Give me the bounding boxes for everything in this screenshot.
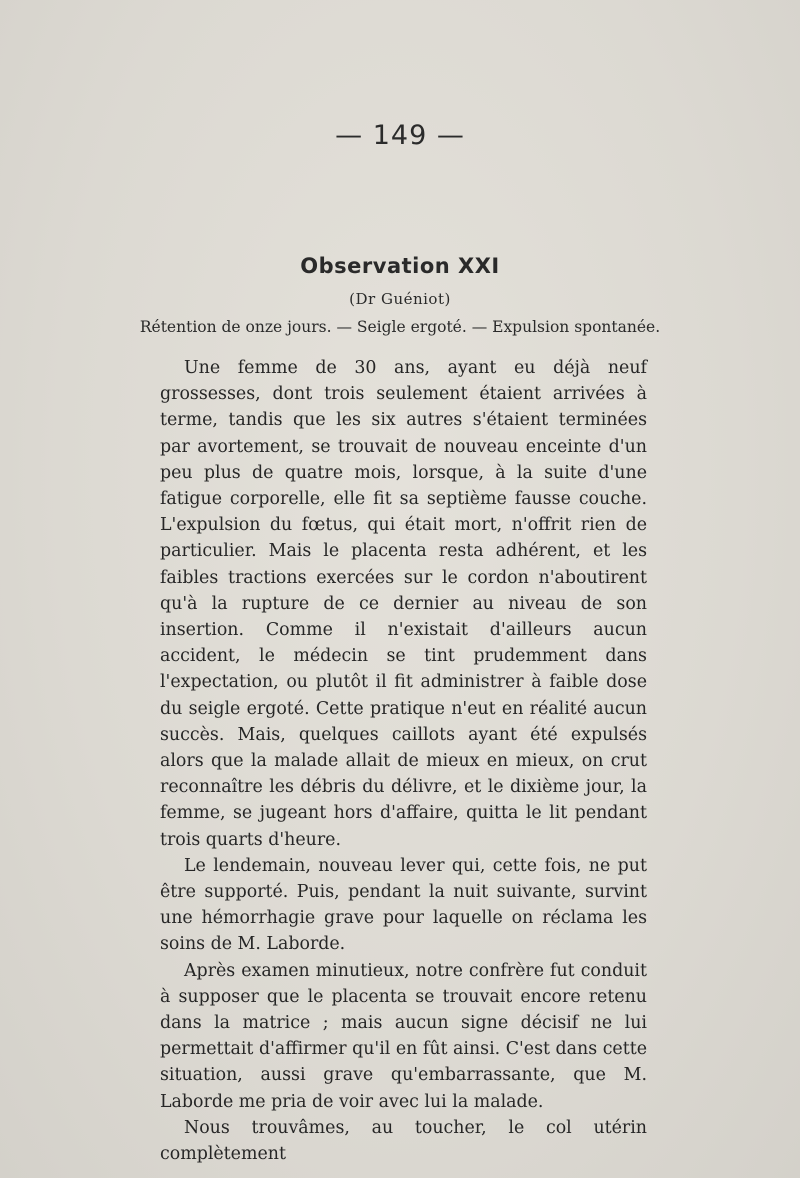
paragraph: Une femme de 30 ans, ayant eu déjà neuf grossesses, dont trois seulement étaient arrivées à terme, tandis que les six autres s'étaient terminées par avortement, se trouvait de nouveau enceinte d'un peu plus de quatre mois, lorsque, à la suite d'une fatigue corporelle, elle fit sa septième fausse couche. L'expulsion du fœtus, qui était mort, n'offrit rien de particulier. Mais le placenta resta adhérent, et les faibles tractions exercées sur le cordon n'aboutirent qu'à la rupture de ce dernier au niveau de son insertion. Comme il n'existait d'ailleurs aucun accident, le médecin se tint prudemment dans l'expectation, ou plutôt il fit administrer à faible dose du seigle ergoté. Cette pratique n'eut en réalité aucun succès. Mais, quelques caillots ayant été expulsés alors que la malade allait de mieux en mieux, on crut reconnaître les débris du délivre, et le dixième jour, la femme, se jugeant hors d'affaire, quitta le lit pendant trois quarts d'heure. <box>160 358 647 850</box>
paragraph: Le lendemain, nouveau lever qui, cette fois, ne put être supporté. Puis, pendant la nuit suivante, survint une hémorrhagie grave pour laquelle on réclama les soins de M. Laborde. <box>160 855 647 955</box>
paragraph: Après examen minutieux, notre confrère fut conduit à supposer que le placenta se trouvait encore retenu dans la matrice ; mais aucun signe décisif ne lui permettait d'affirmer qu'il en fût ainsi. C'est dans cette situation, aussi grave qu'embarrassante, que M. Laborde me pria de voir avec lui la malade. <box>160 960 647 1112</box>
observation-author: (Dr Guéniot) <box>349 290 451 308</box>
body-text <box>160 355 647 1167</box>
page-number: — 149 — <box>335 120 465 151</box>
observation-title: Observation XXI <box>300 254 500 278</box>
paragraph: Nous trouvâmes, au toucher, le col utérin complètement <box>160 1117 647 1165</box>
observation-subtitle: Rétention de onze jours. — Seigle ergoté. — Expulsion spontanée. <box>139 318 661 336</box>
